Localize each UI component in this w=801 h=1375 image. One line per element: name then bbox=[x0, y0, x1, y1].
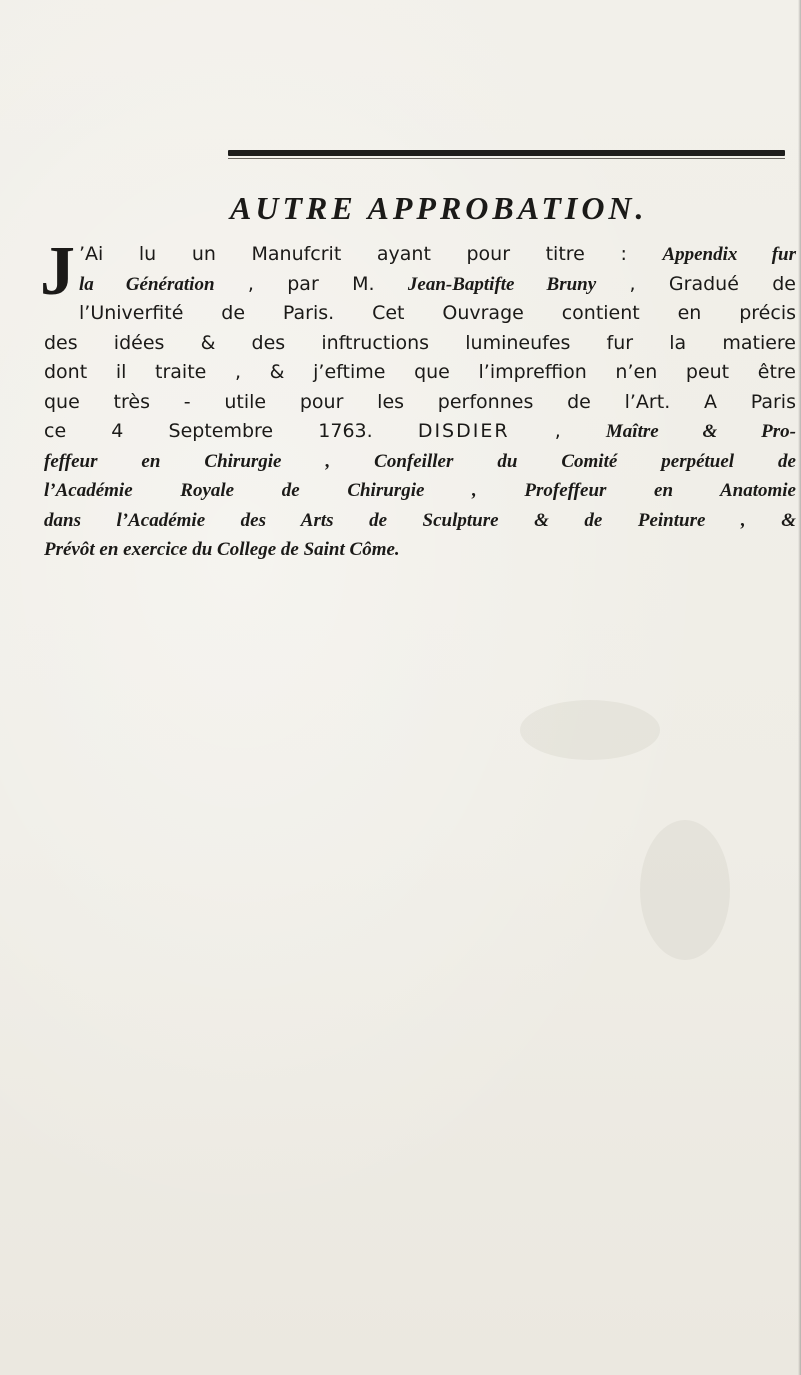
text-line bbox=[44, 240, 796, 270]
approbation-text bbox=[40, 233, 797, 565]
text-line bbox=[44, 417, 796, 447]
body-text: ce 4 Septembre 1763. bbox=[44, 420, 418, 442]
body-text: ’Ai lu un Manufcrit ayant pour titre : bbox=[79, 243, 663, 265]
text-line bbox=[44, 535, 796, 565]
body-text: des idées & des inftructions lumineufes fur la matiere bbox=[44, 331, 796, 354]
text-line bbox=[44, 299, 796, 329]
drop-cap: J bbox=[40, 233, 75, 310]
body-text: , par M. bbox=[214, 272, 408, 295]
italic-text: Maître & Pro- bbox=[605, 421, 797, 442]
italic-text: Jean-Baptifte Bruny bbox=[407, 273, 597, 295]
italic-text: dans l’Académie des Arts de Sculpture & de Peinture , & bbox=[44, 509, 796, 531]
paper-stain bbox=[640, 820, 730, 960]
text-line bbox=[44, 329, 796, 359]
ornamental-rule bbox=[228, 150, 785, 156]
italic-text: feffeur en Chirurgie , Confeiller du Comité perpétuel de bbox=[44, 450, 796, 472]
body-text: que très - utile pour les perfonnes de l’Art. A Paris bbox=[44, 390, 796, 413]
section-heading: AUTRE APPROBATION. bbox=[230, 190, 648, 226]
author-name: DISDIER bbox=[417, 420, 510, 442]
italic-text: l’Académie Royale de Chirurgie , Profeffeur en Anatomie bbox=[44, 480, 796, 501]
italic-text: Appendix fur bbox=[662, 244, 796, 265]
italic-text: Prévôt en exercice du College de Saint Côme. bbox=[44, 539, 400, 560]
body-text: , Gradué de bbox=[596, 272, 796, 295]
ornamental-rule-thin bbox=[228, 158, 785, 159]
body-text: l’Univerfité de Paris. Cet Ouvrage contient en précis bbox=[79, 302, 796, 324]
body-text: dont il traite , & j’eftime que l’impreffion n’en peut être bbox=[44, 361, 796, 383]
text-line bbox=[44, 506, 796, 536]
text-line bbox=[44, 388, 796, 418]
text-line bbox=[44, 476, 796, 506]
text-line bbox=[44, 358, 796, 388]
text-line bbox=[44, 270, 796, 300]
italic-text: la Génération bbox=[79, 273, 215, 295]
paper-stain bbox=[520, 700, 660, 760]
body-text: , bbox=[509, 420, 606, 442]
text-line bbox=[44, 447, 796, 477]
